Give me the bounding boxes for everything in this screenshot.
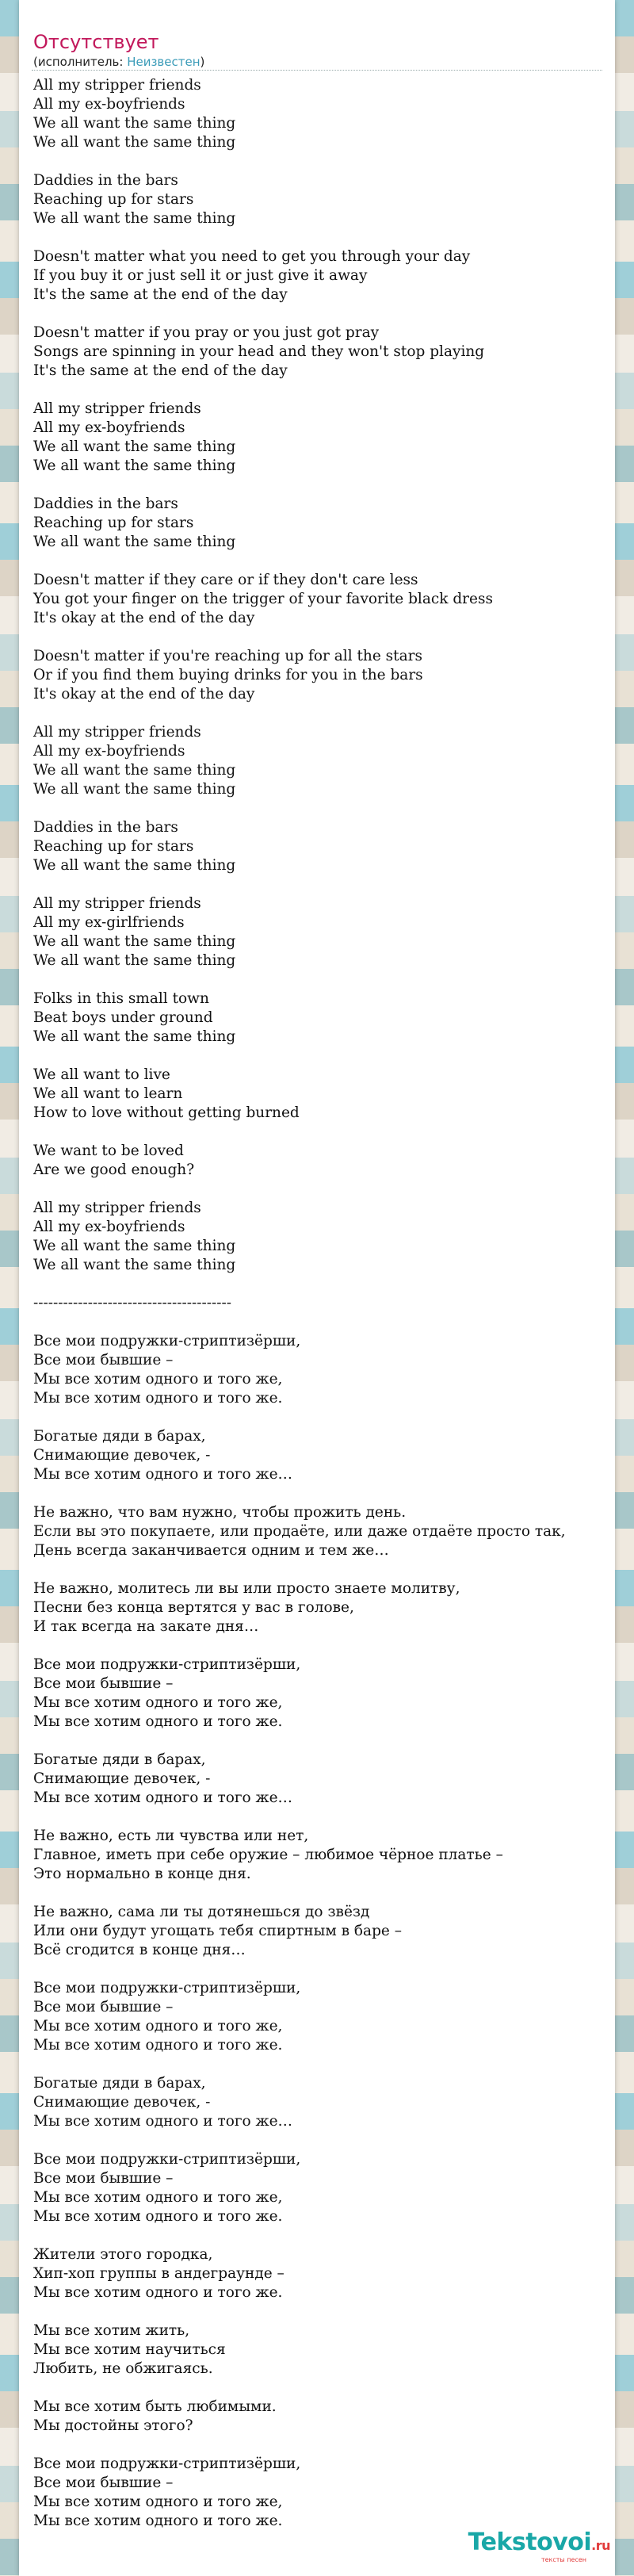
artist-link[interactable]: Неизвестен	[127, 55, 201, 69]
site-logo[interactable]	[468, 2529, 610, 2559]
artist-suffix: )	[200, 55, 205, 69]
header-divider	[32, 70, 602, 71]
logo-tagline: тексты песен	[540, 2556, 586, 2563]
logo-suffix: .ru	[591, 2538, 610, 2553]
lyrics-text: All my stripper friends All my ex-boyfriends We all want the same thing We all want the same thing Daddies in the bars Reaching up for stars We all want the same thing Doesn't matter what you need to get you through your day If you buy it or just sell it or just give it away It's the same at the end of the day Doesn't matter if you pray or you just got pray Songs are spinning in your head and they won't stop playing It's the same at the end of the day All my stripper friends All my ex-boyfriends We all want the same thing We all want the same thing Daddies in the bars Reaching up for stars We all want the same thing Doesn't matter if they care or if they don't care less You got your finger on the trigger of your favorite black dress It's okay at the end of the day Doesn't matter if you're reaching up for all the stars Or if you find them buying drinks for you in the bars It's okay at the end of the day All my stripper friends All my ex-boyfriends We all want the same thing We all want the same thing Daddies in the bars Reaching up for stars We all want the same thing All my stripper friends All my ex-girlfriends We all want the same thing We all want the same thing Folks in this small town Beat boys under ground We all want the same thing We all want to live We all want to learn How to love without getting burned We want to be loved Are we good enough? All my stripper friends All my ex-boyfriends We all want the same thing We all want the same thing ---------------------------------------- Все мои подружки-стриптизёрши, Все мои бывшие – Мы все хотим одного и того же, Мы все хотим одного и того же. Богатые дяди в барах, Снимающие девочек, - Мы все хотим одного и того же… Не важно, что вам нужно, чтобы прожить день. Если вы это покупаете, или продаёте, или даже отдаёте просто так, День всегда заканчивается одним и тем же… Не важно, молитесь ли вы или просто знаете молитву, Песни без конца вертятся у вас в голове, И так всегда на закате дня… Все мои подружки-стриптизёрши, Все мои бывшие – Мы все хотим одного и того же, Мы все хотим одного и того же. Богатые дяди в барах, Снимающие девочек, - Мы все хотим одного и того же… Не важно, есть ли чувства или нет, Главное, иметь при себе оружие – любимое чёрное платье – Это нормально в конце дня. Не важно, сама ли ты дотянешься до звёзд Или они будут угощать тебя спиртным в баре – Всё сгодится в конце дня… Все мои подружки-стриптизёрши, Все мои бывшие – Мы все хотим одного и того же, Мы все хотим одного и того же. Богатые дяди в барах, Снимающие девочек, - Мы все хотим одного и того же… Все мои подружки-стриптизёрши, Все мои бывшие – Мы все хотим одного и того же, Мы все хотим одного и того же. Жители этого городка, Хип-хоп группы в андеграунде – Мы все хотим одного и того же. Мы все хотим жить, Мы все хотим научиться Любить, не обжигаясь. Мы все хотим быть любимыми. Мы достойны этого? Все мои подружки-стриптизёрши, Все мои бывшие – Мы все хотим одного и того же, Мы все хотим одного и того же.	[33, 77, 566, 2529]
song-title: Отсутствует	[33, 31, 159, 53]
artist-prefix: (исполнитель:	[33, 55, 128, 69]
artist-line	[33, 54, 204, 70]
logo-main: Tekstovoi	[468, 2528, 592, 2556]
